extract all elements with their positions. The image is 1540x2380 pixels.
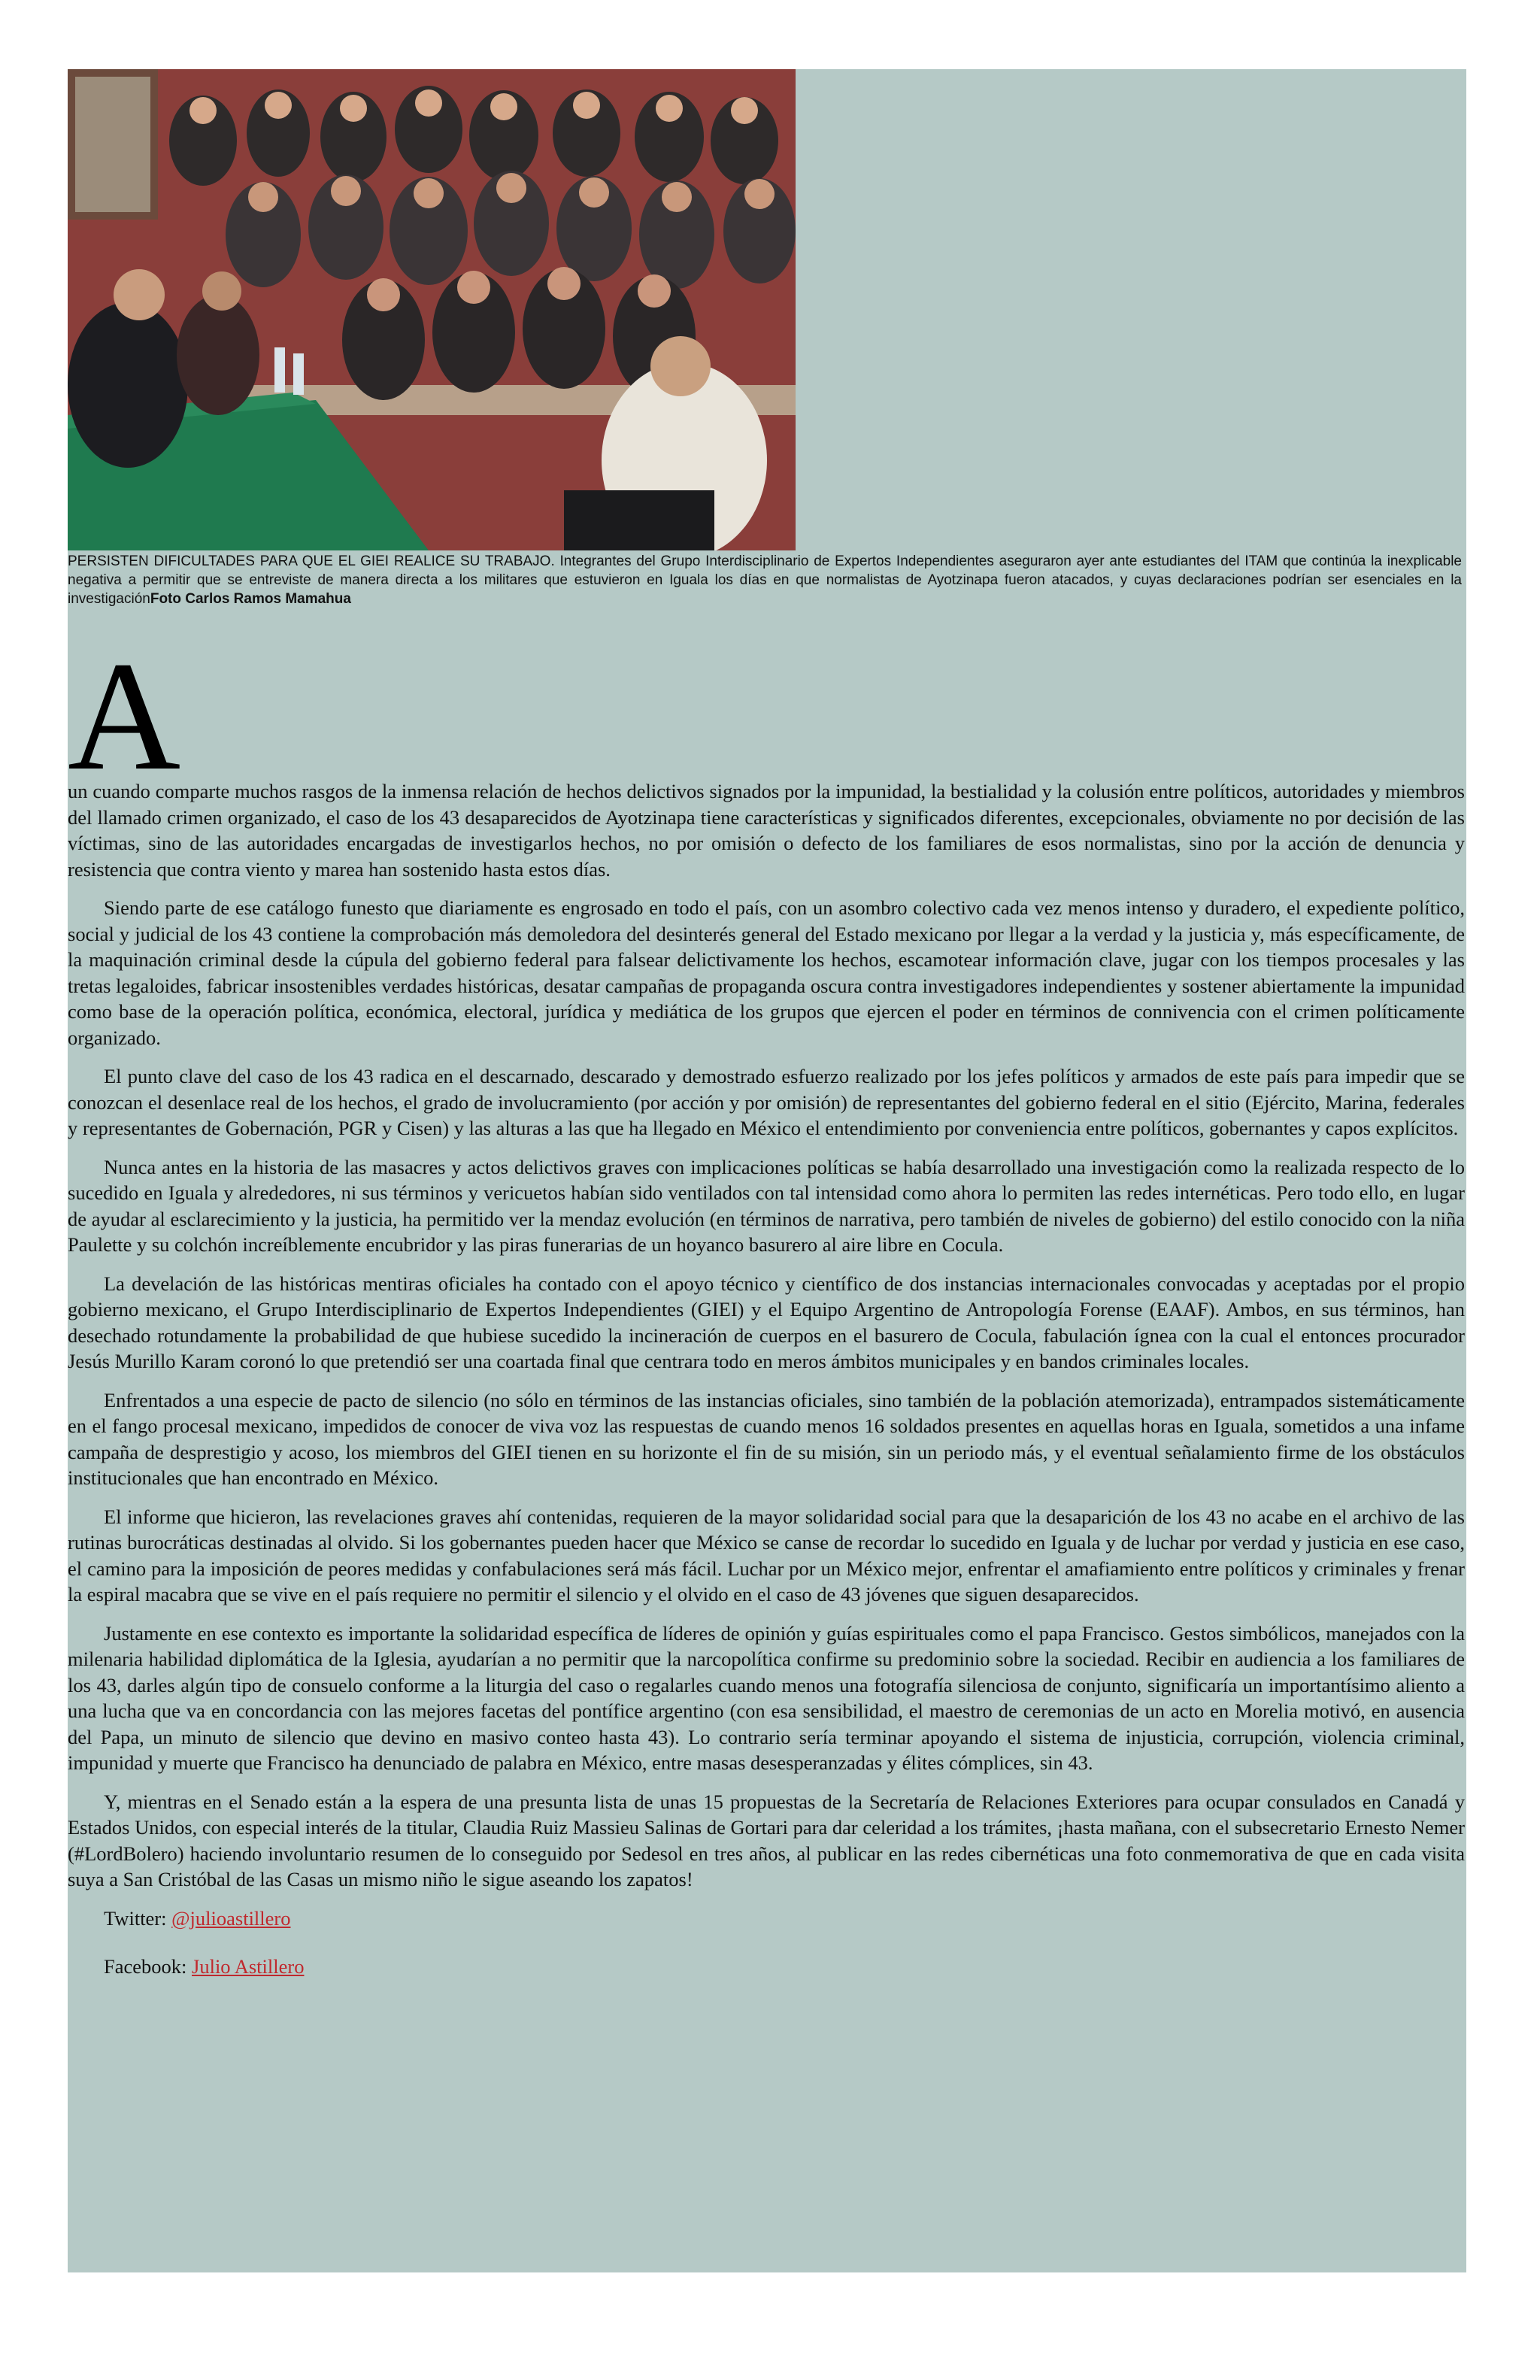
twitter-link[interactable]: @julioastillero bbox=[171, 1906, 291, 1930]
facebook-line bbox=[68, 1954, 1465, 1980]
article-panel bbox=[68, 69, 1466, 2272]
paragraph: Enfrentados a una especie de pacto de silencio (no sólo en términos de las instancias oficiales, sino también de la población atemorizada), entrampados sistemáticamente en el fango procesal mexicano, impedidos de conocer de viva voz las respuestas de cuando menos 16 soldados presentes en aquellas horas en Iguala, sometidos a una infame campaña de desprestigio y acoso, los miembros del GIEI tienen en su horizonte el fin de su misión, sin un periodo más, y el eventual señalamiento firme de los obstáculos institucionales que han encontrado en México. bbox=[68, 1388, 1465, 1489]
twitter-label: Twitter: bbox=[104, 1906, 167, 1930]
facebook-link[interactable]: Julio Astillero bbox=[192, 1955, 305, 1978]
paragraph: un cuando comparte muchos rasgos de la inmensa relación de hechos delictivos signados por la impunidad, la bestialidad y la colusión entre políticos, autoridades y miembros del llamado crimen organizado, el caso de los 43 desaparecidos de Ayotzinapa tiene características y significados diferentes, excepcionales, obviamente no por decisión de las víctimas, sino de las autoridades encargadas de investigarlos hechos, no por omisión o defecto de los familiares de esos normalistas, sino por la acción de denuncia y resistencia que contra viento y marea han sostenido hasta estos días. bbox=[68, 780, 1465, 881]
twitter-line bbox=[68, 1906, 1465, 1932]
photo-caption bbox=[68, 552, 1462, 608]
paragraph: El informe que hicieron, las revelaciones graves ahí contenidas, requieren de la mayor solidaridad social para que la desaparición de los 43 no acabe en el archivo de las rutinas burocráticas destinadas al olvido. Si los gobernantes pueden hacer que México se canse de recordar lo sucedido en Iguala y de luchar por verdad y justicia en ese caso, el camino para la imposición de peores medidas y confabulaciones será más fácil. Luchar por un México mejor, enfrentar el amafiamiento entre políticos y criminales y frenar la espiral macabra que se vive en el país requiere no permitir el silencio y el olvido en el caso de 43 jóvenes que siguen desaparecidos. bbox=[68, 1505, 1465, 1605]
paragraph: Siendo parte de ese catálogo funesto que diariamente es engrosado en todo el país, con un asombro colectivo cada vez menos intenso y duradero, el expediente político, social y judicial de los 43 contiene la comprobación más demoledora del desinterés general del Estado mexicano por llegar a la verdad y la justicia y, más específicamente, de la maquinación criminal desde la cúpula del gobierno federal para falsear delictivamente los hechos, escamotear información clave, jugar con los tiempos procesales y las tretas legaloides, fabricar insostenibles verdades históricas, desatar campañas de propaganda oscura contra investigadores independientes y sostener abiertamente la impunidad como base de la operación política, económica, electoral, jurídica y mediática de los grupos que ejercen el poder en términos de connivencia con el crimen políticamente organizado. bbox=[68, 896, 1465, 1049]
drop-cap: A bbox=[68, 629, 181, 802]
paragraph: El punto clave del caso de los 43 radica en el descarnado, descarado y demostrado esfuerzo realizado por los jefes políticos y armados de este país para impedir que se conozcan el desenlace real de los hechos, el grado de involucramiento (por acción y por omisión) de representantes del gobierno federal en el sitio (Ejército, Marina, federales y representantes de Gobernación, PGR y Cisen) y las alturas a las que ha llegado en México el entendimiento por conveniencia entre políticos, gobernantes y capos explícitos. bbox=[68, 1065, 1465, 1139]
photo-credit: Foto Carlos Ramos Mamahua bbox=[150, 591, 351, 607]
paragraph: La develación de las históricas mentiras oficiales ha contado con el apoyo técnico y científico de dos instancias internacionales convocadas y aceptadas por el propio gobierno mexicano, el Grupo Interdisciplinario de Expertos Independientes (GIEI) y el Equipo Argentino de Antropología Forense (EAAF). Ambos, en sus términos, han desechado rotundamente la probabilidad de que hubiese sucedido la incineración de cuerpos en el basurero de Cocula, fabulación ígnea con la cual el entonces procurador Jesús Murillo Karam coronó lo que pretendió ser una coartada final que centrara todo en meros ámbitos municipales y en bandos criminales locales. bbox=[68, 1272, 1465, 1372]
paragraph: Nunca antes en la historia de las masacres y actos delictivos graves con implicaciones políticas se había desarrollado una investigación como la realizada respecto de lo sucedido en Iguala y alrededores, ni sus términos y vericuetos habían sido ventilados con tal intensidad como ahora lo permiten las redes internéticas. Pero todo ello, en lugar de ayudar al esclarecimiento y la justicia, ha permitido ver la mendaz evolución (en términos de narrativa, pero también de niveles de gobierno) del estilo conocido con la niña Paulette y su colchón increíblemente encubridor y las piras funerarias de un hoyanco basurero al aire libre en Cocula. bbox=[68, 1155, 1465, 1256]
facebook-label: Facebook: bbox=[104, 1955, 187, 1978]
article-photo bbox=[68, 69, 796, 550]
caption-text: PERSISTEN DIFICULTADES PARA QUE EL GIEI REALICE SU TRABAJO. Integrantes del Grupo Interdisciplinario de Expertos Independientes aseguraron ayer ante estudiantes del ITAM que continúa la inexplicable negativa a permitir que se entreviste de manera directa a los militares que estuvieron en Iguala los días en que normalistas de Ayotzinapa fueron atacados, y cuyas declaraciones podrían ser esenciales en la investigación bbox=[68, 553, 1462, 607]
photo-illustration bbox=[68, 69, 796, 550]
article-body bbox=[68, 778, 1465, 2003]
paragraph: Justamente en ese contexto es importante la solidaridad específica de líderes de opinión y guías espirituales como el papa Francisco. Gestos simbólicos, manejados con la milenaria habilidad diplomática de la Iglesia, ayudarían a no permitir que la narcopolítica confirme su predominio sobre la sociedad. Recibir en audiencia a los familiares de los 43, darles algún tipo de consuelo conforme a la liturgia del caso o regalarles cuando menos una fotografía silenciosa de conjunto, significaría un importantísimo aliento a una lucha que va en concordancia con las mejores facetas del pontífice argentino (con esa sensibilidad, el maestro de ceremonias de un acto en Morelia motivó, en ausencia del Papa, un minuto de silencio que devino en masivo conteo hasta 43). Lo contrario sería terminar apoyando el sistema de injusticia, corrupción, violencia criminal, impunidad y muerte que Francisco ha denunciado de palabra en México, entre masas desesperanzadas y élites cómplices, sin 43. bbox=[68, 1621, 1465, 1774]
paragraph: Y, mientras en el Senado están a la espera de una presunta lista de unas 15 propuestas de la Secretaría de Relaciones Exteriores para ocupar consulados en Canadá y Estados Unidos, con especial interés de la titular, Claudia Ruiz Massieu Salinas de Gortari para dar celeridad a los trámites, ¡hasta mañana, con el subsecretario Ernesto Nemer (#LordBolero) haciendo involuntario resumen de lo conseguido por Sedesol en tres años, al publicar en las redes cibernéticas una foto conmemorativa de que en cada visita suya a San Cristóbal de las Casas un mismo niño le sigue aseando los zapatos! bbox=[68, 1790, 1465, 1890]
